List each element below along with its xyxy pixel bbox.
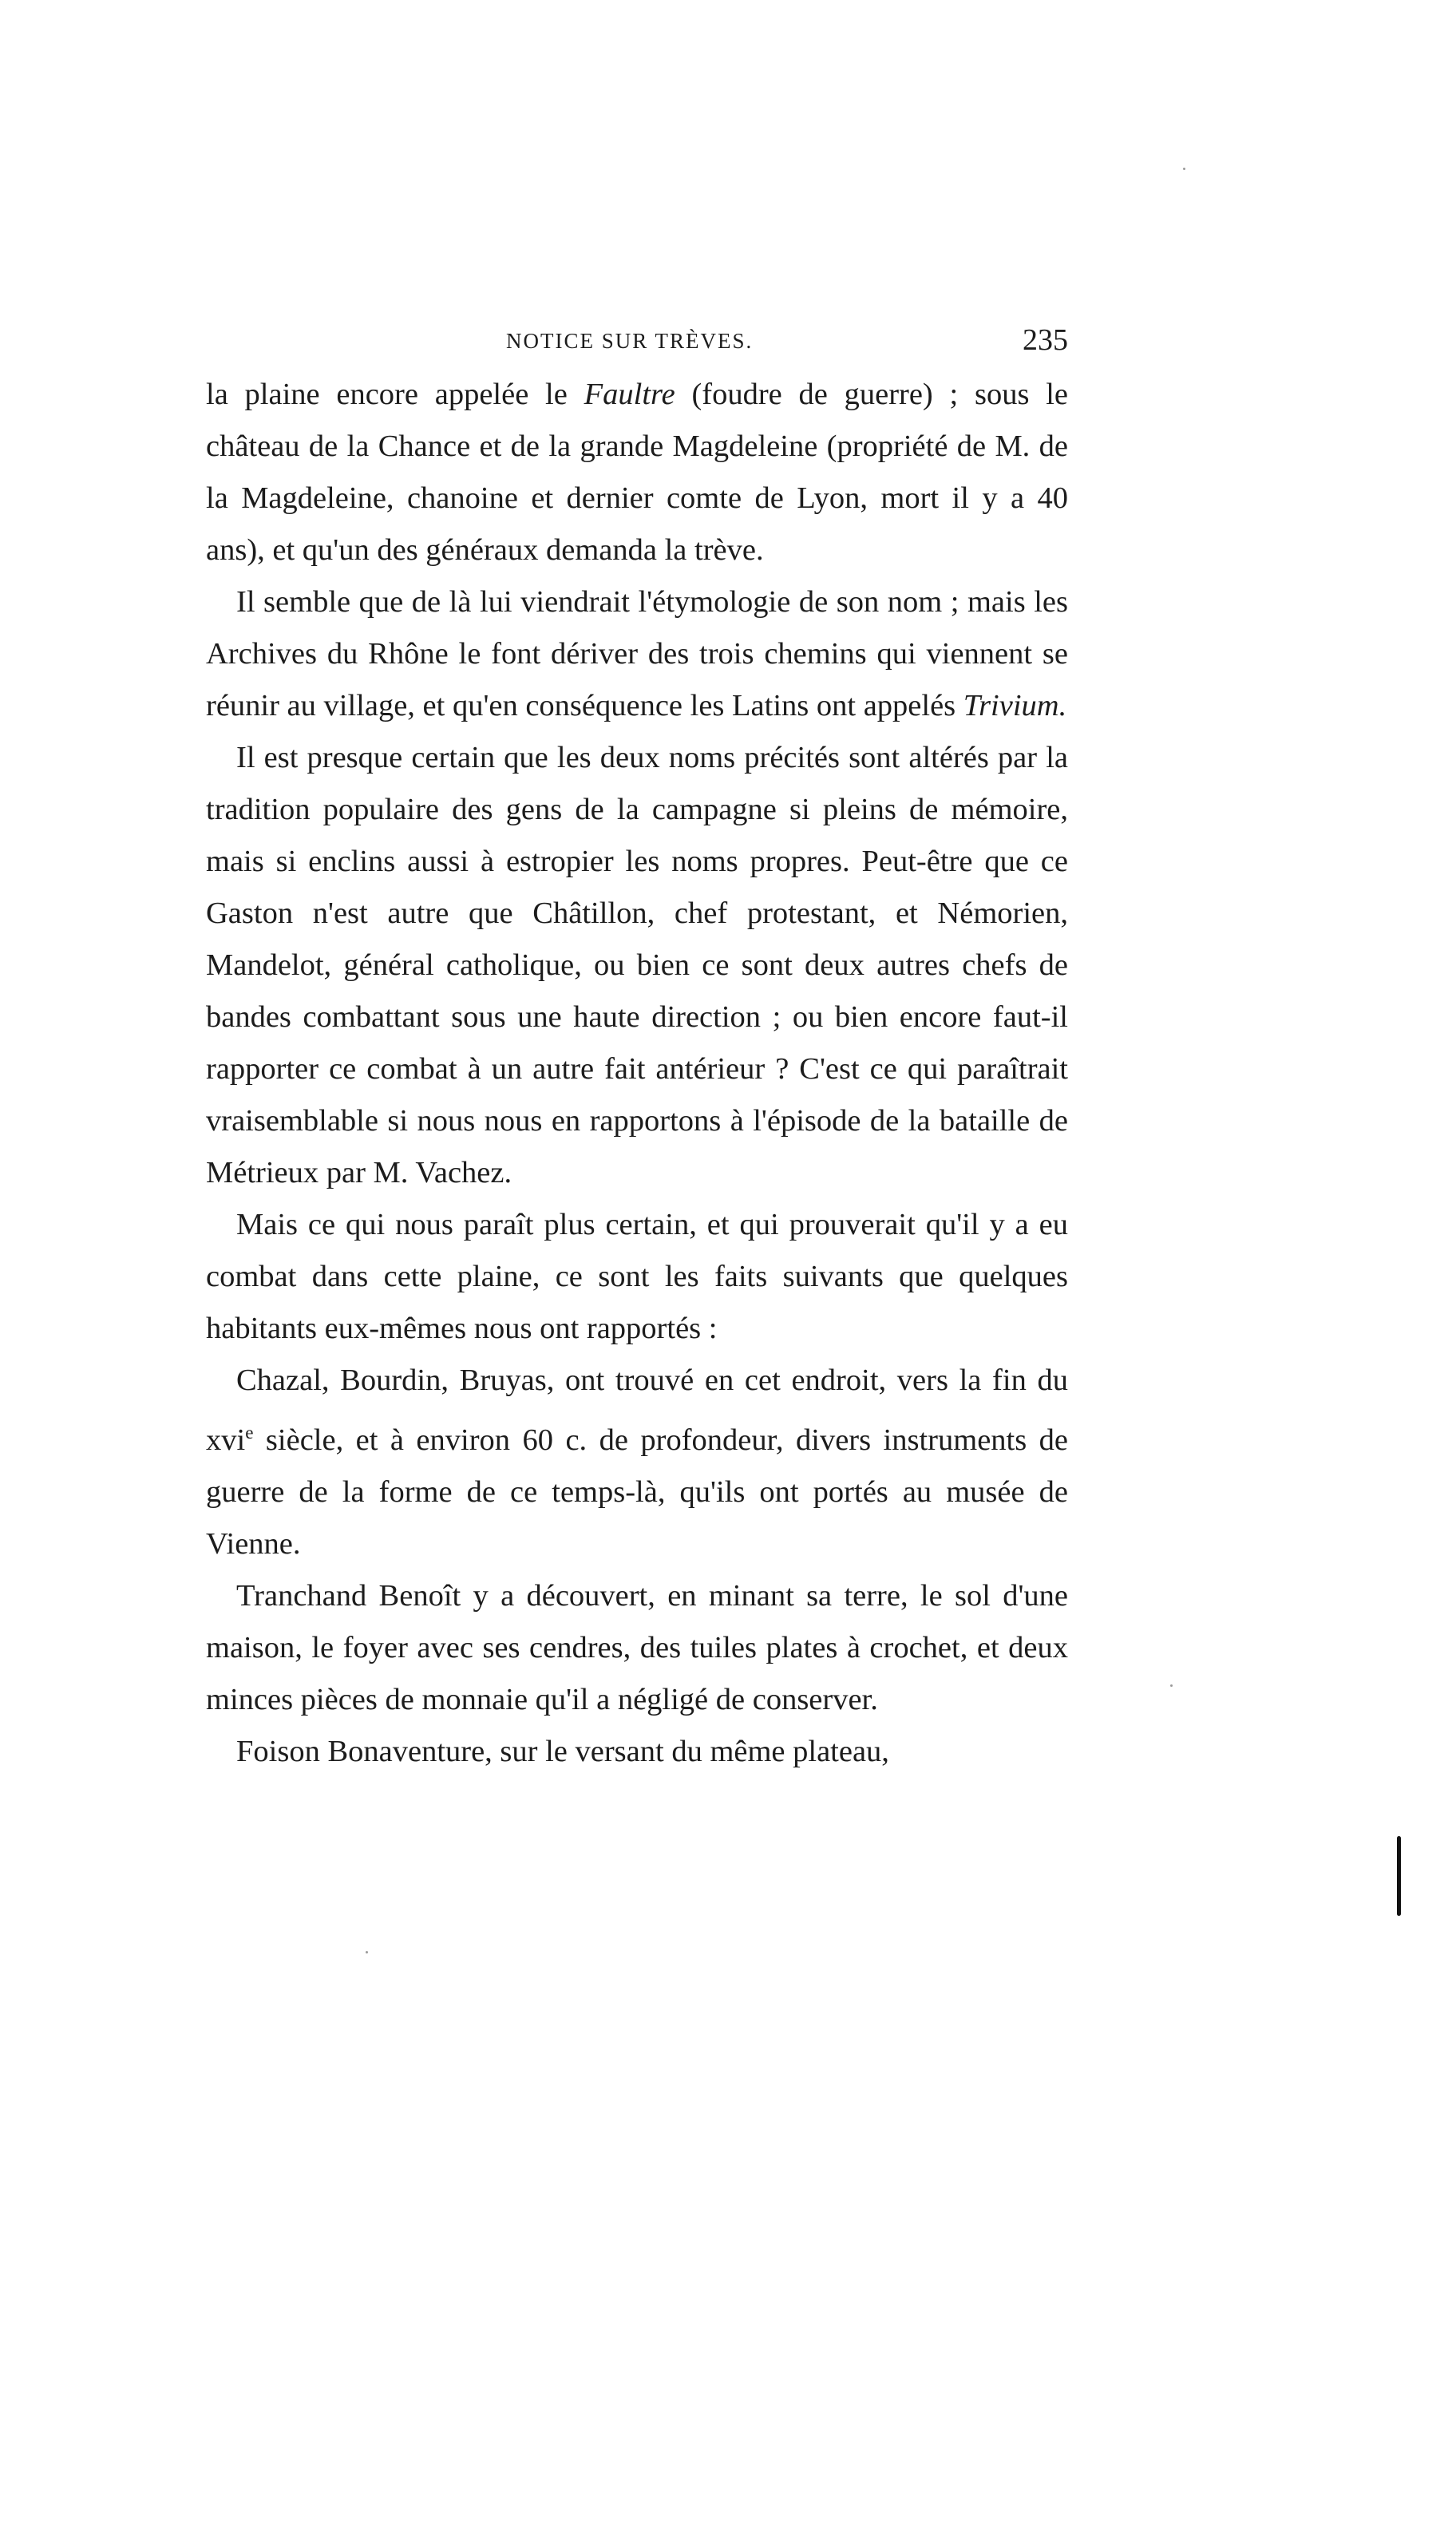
text-run: Chazal, Bourdin, Bruyas, ont trouvé en cet endroit, vers la fin du xvi <box>206 1364 1068 1457</box>
text-run: Il semble que de là lui viendrait l'étymologie de son nom ; mais les Archives du Rhône le font dériver des trois chemins qui viennent se réunir au village, et qu'en conséquence les Latins ont appelés <box>206 585 1068 722</box>
body-text <box>206 369 1068 1778</box>
paper-speck <box>1183 168 1185 170</box>
text-run: (foudre de guerre) ; sous le château de la Chance et de la grande Magdeleine (propriété de M. de la Magdeleine, chanoine et dernier comte de Lyon, mort il y a 40 ans), et qu'un des généraux demanda la trève. <box>206 378 1068 567</box>
paragraph <box>206 732 1068 1199</box>
paper-speck <box>1170 1684 1173 1687</box>
paper-speck <box>366 1951 368 1953</box>
text-run: siècle, et à environ 60 c. de profondeur, divers instruments de guerre de la forme de ce temps-là, qu'ils ont portés au musée de Vienne. <box>206 1423 1068 1561</box>
running-head <box>206 323 1068 362</box>
text-run: Mais ce qui nous paraît plus certain, et qui prouverait qu'il y a eu combat dans cette plaine, ce sont les faits suivants que quelques habitants eux-mêmes nous ont rapportés : <box>206 1208 1068 1345</box>
paragraph <box>206 1199 1068 1355</box>
paragraph <box>206 1726 1068 1778</box>
paragraph <box>206 369 1068 576</box>
margin-mark <box>1397 1836 1401 1916</box>
page-number: 235 <box>1023 323 1068 357</box>
italic-text: Trivium. <box>963 689 1067 722</box>
paragraph <box>206 1570 1068 1726</box>
text-run: Tranchand Benoît y a découvert, en minant sa terre, le sol d'une maison, le foyer avec ses cendres, des tuiles plates à crochet, et deux minces pièces de monnaie qu'il a négligé de conserver. <box>206 1578 1068 1716</box>
text-run: Foison Bonaventure, sur le versant du même plateau, <box>236 1734 889 1768</box>
text-run: la plaine encore appelée le <box>206 378 584 411</box>
italic-text: Faultre <box>584 378 675 411</box>
paragraph <box>206 576 1068 732</box>
running-title: NOTICE SUR TRÈVES. <box>506 329 754 353</box>
superscript-text: e <box>245 1422 254 1443</box>
paragraph <box>206 1355 1068 1570</box>
text-run: Il est presque certain que les deux noms précités sont altérés par la tradition populaire des gens de la campagne si pleins de mémoire, mais si enclins aussi à estropier les noms propres. Peut-être que ce Gaston n'est autre que Châtillon, chef protestant, et Némorien, Mandelot, général catholique, ou bien ce sont deux autres chefs de bandes combattant sous une haute direction ; ou bien encore faut-il rapporter ce combat à un autre fait antérieur ? C'est ce qui paraîtrait vraisemblable si nous nous en rapportons à l'épisode de la bataille de Métrieux par M. Vachez. <box>206 741 1068 1189</box>
